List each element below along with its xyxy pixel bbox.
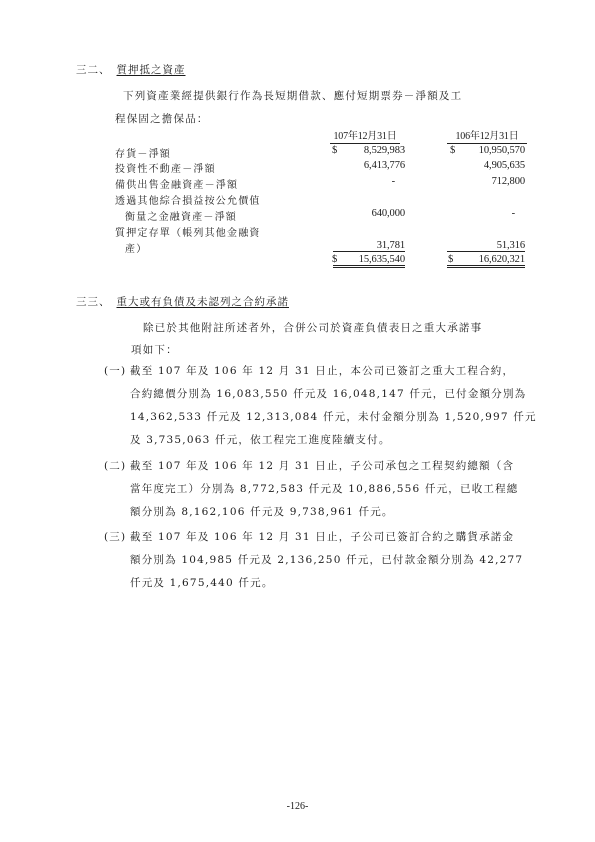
item-marker: (三) <box>104 531 127 543</box>
section-33-intro-line-2: 項如下： <box>131 344 178 356</box>
row-label: 衡量之金融資產－淨額 <box>125 212 237 223</box>
table-row <box>115 176 535 190</box>
value-2018: 6,413,776 <box>363 160 405 171</box>
value-2018: 31,781 <box>333 240 405 252</box>
item-line: 額分別為 8,162,106 仟元及 9,738,961 仟元。 <box>130 506 394 518</box>
row-label: 存貨－淨額 <box>115 149 171 160</box>
item-line: 14,362,533 仟元及 12,313,084 仟元，未付金額分別為 1,520,997 仟元 <box>130 411 537 423</box>
section-32-intro-line-1: 下列資產業經提供銀行作為長短期借款、應付短期票券－淨額及工 <box>123 90 463 102</box>
commitment-item-3 <box>104 529 515 544</box>
value-2017: - <box>511 208 515 219</box>
section-32-intro-line-2: 程保固之擔保品： <box>115 113 209 125</box>
commitment-item-2 <box>104 458 515 473</box>
section-33-number: 三三、 <box>76 296 111 308</box>
page-number: -126- <box>286 801 309 812</box>
row-label: 質押定存單（帳列其他金融資 <box>115 228 261 239</box>
table-row <box>115 160 535 174</box>
commitment-item-1 <box>104 363 515 378</box>
row-label: 備供出售金融資產－淨額 <box>115 180 239 191</box>
table-total-row <box>115 254 535 268</box>
item-line: 當年度完工）分別為 8,772,583 仟元及 10,886,556 仟元，已收工程總 <box>130 483 519 495</box>
section-32-number: 三二、 <box>76 64 111 76</box>
item-line: 仟元及 1,675,440 仟元。 <box>130 577 274 589</box>
currency-symbol: $ <box>448 254 454 265</box>
row-label: 投資性不動產－淨額 <box>115 164 216 175</box>
table-row <box>115 240 535 254</box>
table-row <box>115 208 535 222</box>
total-2018: 15,635,540 <box>333 254 405 268</box>
item-line: 截至 107 年及 106 年 12 月 31 日止，子公司承包之工程契約總額（含 <box>130 460 515 472</box>
item-line: 額分別為 104,985 仟元及 2,136,250 仟元，已付款金額分別為 42,277 <box>130 554 524 566</box>
item-line: 截至 107 年及 106 年 12 月 31 日止，子公司已簽訂合約之購貨承諾金 <box>130 531 515 543</box>
total-2017: 16,620,321 <box>447 254 525 268</box>
section-33-title: 重大或有負債及未認列之合約承諾 <box>116 296 289 308</box>
item-line: 及 3,735,063 仟元，依工程完工進度陸續支付。 <box>130 434 391 446</box>
table-row <box>115 192 535 206</box>
item-marker: (一) <box>104 365 127 377</box>
item-line: 截至 107 年及 106 年 12 月 31 日止，本公司已簽訂之重大工程合約， <box>130 365 515 377</box>
value-2017: 4,905,635 <box>483 160 525 171</box>
section-32-heading <box>76 62 186 77</box>
table-header-2018: 107年12月31日 <box>330 127 400 144</box>
section-33-heading <box>76 294 289 309</box>
value-2017: 10,950,570 <box>478 145 525 156</box>
table-row <box>115 145 535 159</box>
value-2018: 640,000 <box>371 208 405 219</box>
table-header-2017: 106年12月31日 <box>447 127 527 144</box>
currency-symbol: $ <box>450 145 456 156</box>
value-2017: 712,800 <box>491 176 525 187</box>
item-line: 合約總價分別為 16,083,550 仟元及 16,048,147 仟元，已付金額分別為 <box>130 388 527 400</box>
value-2018: - <box>391 176 395 187</box>
table-row <box>115 224 535 238</box>
row-label: 產） <box>125 244 148 255</box>
section-33-intro-line-1: 除已於其他附註所述者外，合併公司於資產負債表日之重大承諾事 <box>143 322 483 334</box>
row-label: 透過其他綜合損益按公允價值 <box>115 196 261 207</box>
currency-symbol: $ <box>332 254 338 265</box>
value-2018: 8,529,983 <box>363 145 405 156</box>
item-marker: (二) <box>104 460 127 472</box>
value-2017: 51,316 <box>447 240 525 252</box>
section-32-title: 質押抵之資產 <box>116 64 186 76</box>
currency-symbol: $ <box>332 145 338 156</box>
